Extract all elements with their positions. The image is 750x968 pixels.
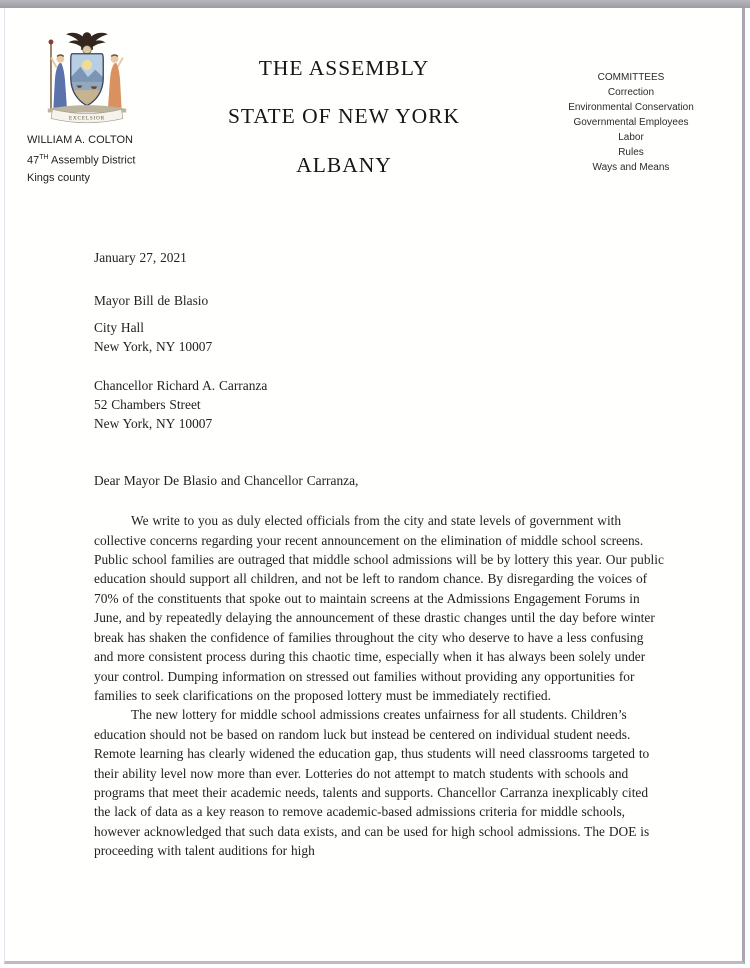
- masthead-assembly: THE ASSEMBLY: [258, 56, 430, 80]
- paragraph-2: The new lottery for middle school admissions creates unfairness for all students. Children’s education should not be based on random luck but instead be centered on individual student needs. Remote learning has clearly widened the education gap, thus students will need classrooms targeted to their ability level now more than ever. Lotteries do not attempt to match students with schools and programs that meet their academic needs, talents and supports. Chancellor Carranza inexplicably cited the lack of data as a key reason to remove academic-based admissions criteria for middle schools, however acknowledged that such data exists, and can be used for high school admissions. The DOE is proceeding with talent auditions for high: [94, 707, 650, 859]
- letter-page: [4, 8, 745, 964]
- letter-body: [94, 248, 666, 861]
- recipient-address-line: 52 Chambers Street: [94, 397, 201, 413]
- ny-state-coat-of-arms-icon: [31, 28, 143, 128]
- sender-county: Kings county: [27, 171, 90, 184]
- recipient-name: Chancellor Richard A. Carranza: [94, 377, 268, 393]
- district-label: Assembly District: [48, 154, 136, 167]
- sender-district: [27, 149, 149, 170]
- committee-item: Ways and Means: [592, 162, 670, 173]
- committee-item: Labor: [618, 132, 644, 143]
- globe-icon: [83, 46, 92, 55]
- district-number: 47: [27, 154, 40, 167]
- district-ordinal: TH: [39, 154, 49, 161]
- masthead: [161, 56, 527, 178]
- sender-name: WILLIAM A. COLTON: [27, 134, 133, 146]
- letter-date: January 27, 2021: [94, 250, 187, 265]
- salutation: Dear Mayor De Blasio and Chancellor Carranza,: [94, 472, 359, 488]
- recipient-chancellor: [94, 376, 666, 434]
- letterhead-left: [27, 28, 149, 187]
- justice-figure-icon: [108, 55, 122, 108]
- recipient-address-line: New York, NY 10007: [94, 339, 213, 355]
- shield-scene: [70, 53, 104, 109]
- motto-text: EXCELSIOR: [68, 116, 106, 122]
- committees-list: [559, 70, 703, 175]
- recipient-name: Mayor Bill de Blasio: [94, 293, 209, 309]
- recipient-mayor: [94, 291, 666, 356]
- committees-title: COMMITTEES: [597, 72, 665, 83]
- sender-block: [27, 132, 149, 187]
- committee-item: Environmental Conservation: [568, 102, 694, 113]
- recipient-address-line: City Hall: [94, 319, 144, 335]
- committee-item: Governmental Employees: [573, 117, 689, 128]
- liberty-figure-icon: [52, 55, 67, 108]
- committee-item: Rules: [618, 147, 644, 158]
- masthead-city: ALBANY: [296, 153, 392, 177]
- committee-item: Correction: [607, 87, 655, 98]
- masthead-state: STATE OF NEW YORK: [227, 104, 461, 128]
- liberty-pole-icon: [50, 43, 51, 108]
- page-top-edge: [0, 0, 750, 8]
- recipient-address-line: New York, NY 10007: [94, 416, 213, 432]
- paragraph-1: We write to you as duly elected officials from the city and state levels of government with collective concerns regarding your recent announcement on the elimination of middle school screens. Public school families are outraged that middle school admissions will be by lottery this year. Our public education should support all children, and not be left to random chance. By disregarding the voices of 70% of the constituents that spoke out to maintain screens at the Admissions Engagement Forums in June, and by repeatedly delaying the announcement of these drastic changes until the day before winter break has shaken the confidence of families throughout the city who deserve to have a less confusing and more consistent process during this chaotic time, especially when it has always been solely under your control. Dumping information on stressed out families without providing any opportunities for families to seek clarifications on the proposed lottery must be immediately rectified.: [94, 513, 664, 703]
